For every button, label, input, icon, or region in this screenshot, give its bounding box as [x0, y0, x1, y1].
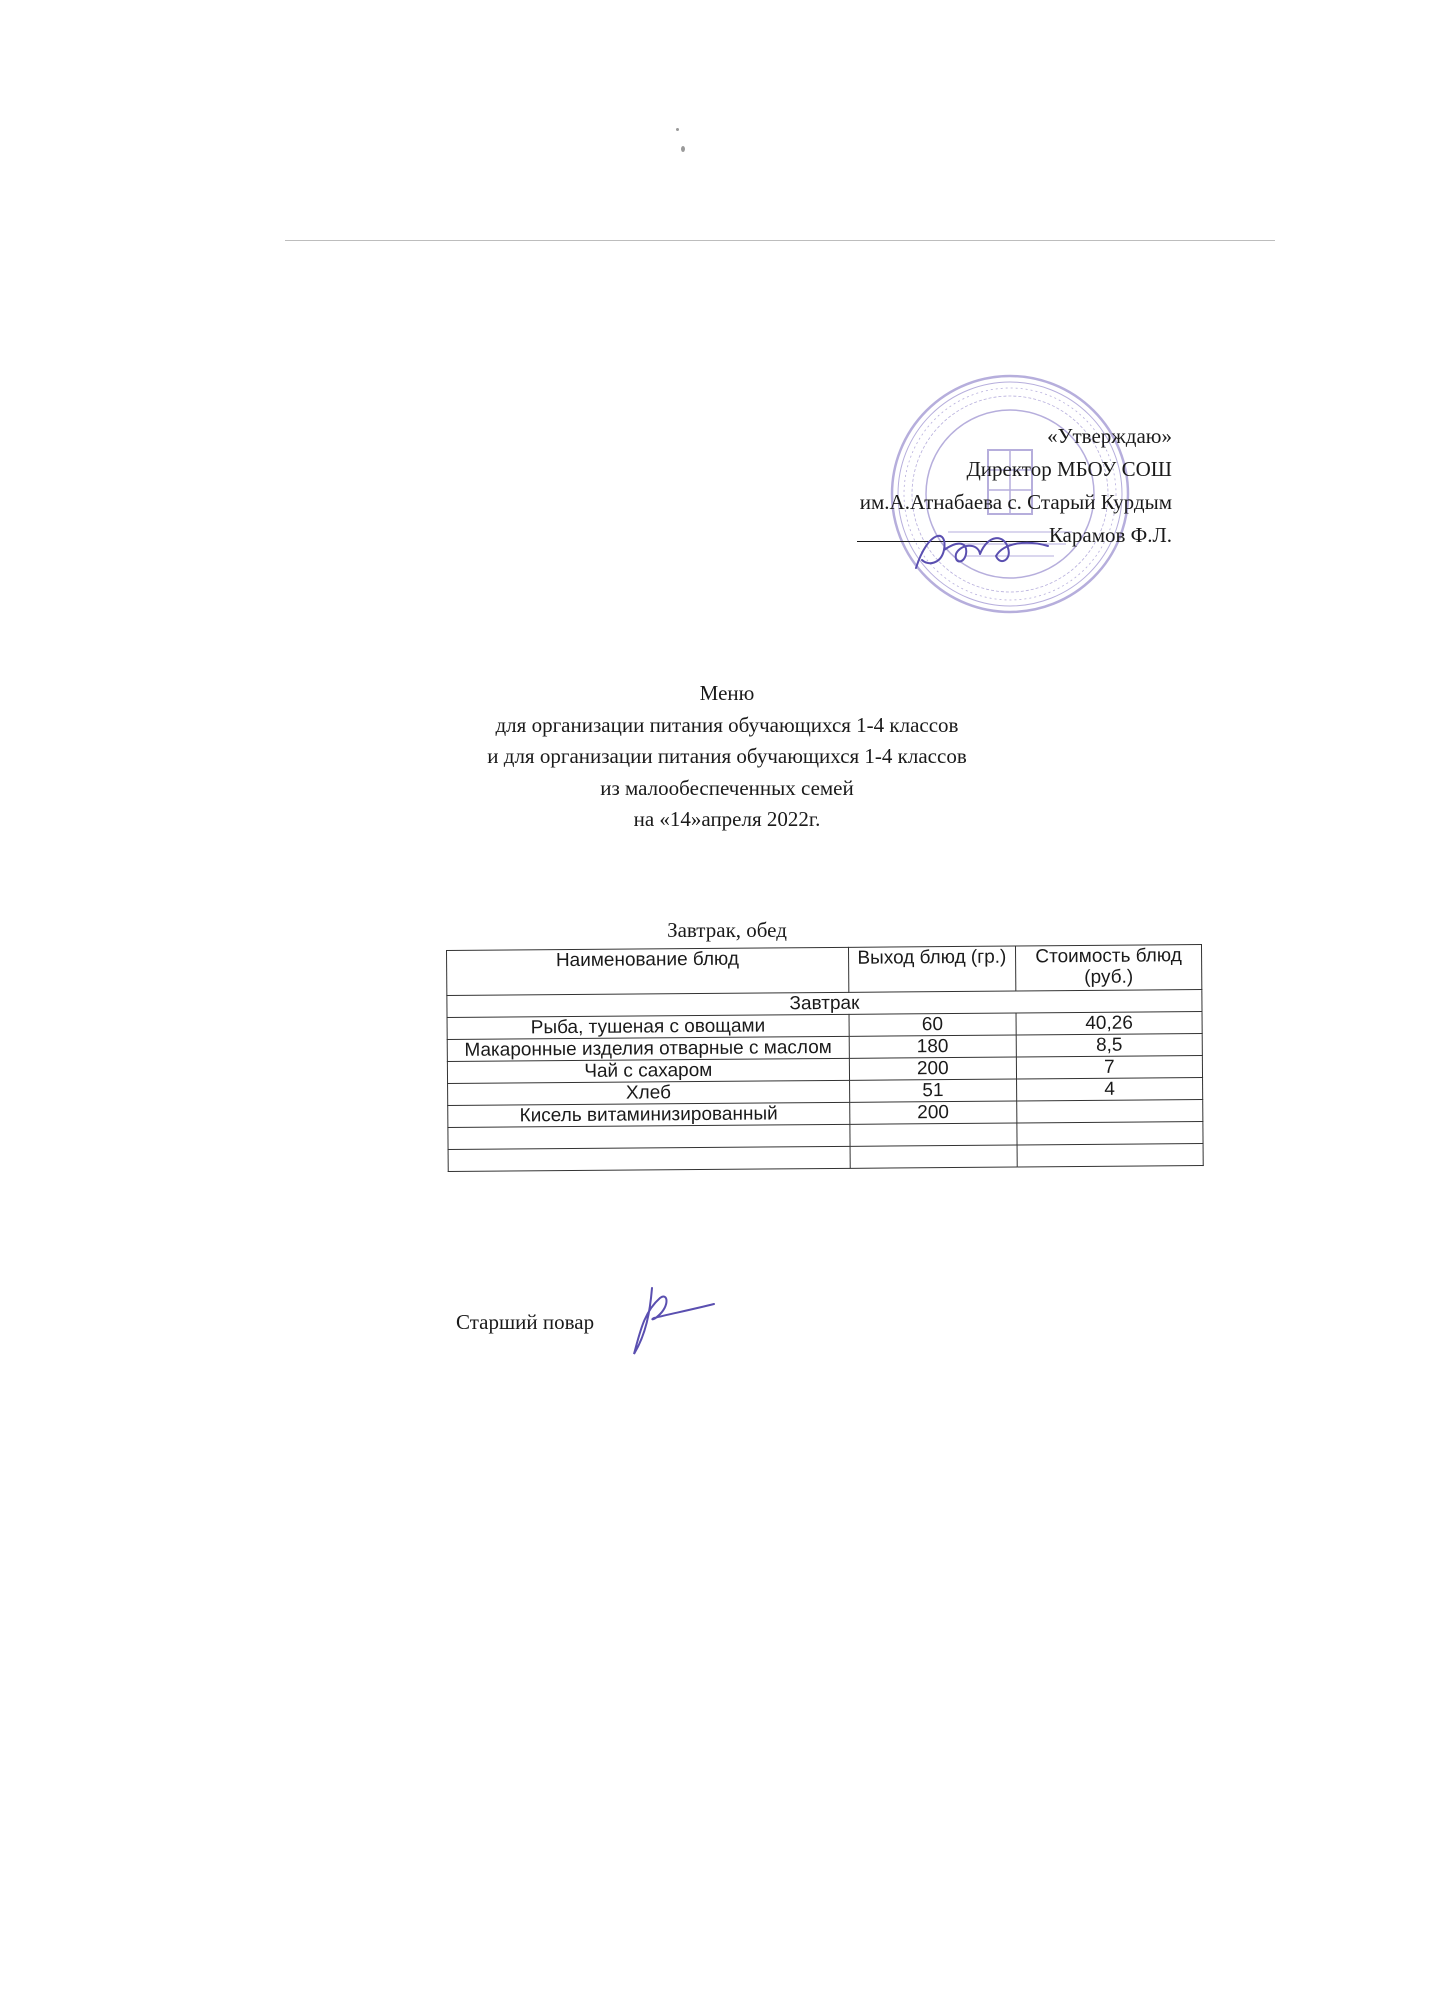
table-header-row: [447, 945, 1202, 996]
empty-cell: [1017, 1144, 1203, 1167]
director-name: Карамов Ф.Л.: [1048, 523, 1172, 547]
dish-name: Рыба, тушеная с овощами: [447, 1014, 849, 1039]
dish-yield: 180: [849, 1035, 1016, 1058]
section-breakfast: Завтрак: [447, 990, 1202, 1018]
empty-cell: [850, 1123, 1017, 1146]
dish-yield: 60: [849, 1013, 1016, 1036]
scan-border-line: [285, 240, 1275, 241]
approval-school: им.А.Атнабаева с. Старый Курдым: [859, 490, 1172, 514]
header-cost: Стоимость блюд (руб.): [1015, 945, 1201, 991]
dish-cost: 7: [1016, 1056, 1202, 1079]
dish-cost: 4: [1016, 1078, 1202, 1101]
document-title: [0, 678, 1454, 836]
dish-name: Макаронные изделия отварные с маслом: [447, 1036, 849, 1061]
empty-cell: [448, 1146, 850, 1171]
title-line-purpose-2: и для организации питания обучающихся 1-4 классов: [487, 744, 967, 768]
scan-speck: [676, 128, 679, 131]
dish-cost: 40,26: [1016, 1012, 1202, 1035]
dish-yield: 200: [849, 1057, 1016, 1080]
empty-cell: [850, 1145, 1017, 1168]
table-empty-row: [448, 1144, 1203, 1172]
dish-cost: 8,5: [1016, 1034, 1202, 1057]
title-line-date: на «14»апреля 2022г.: [633, 807, 821, 831]
dish-yield: 51: [849, 1079, 1016, 1102]
approval-position: Директор МБОУ СОШ: [966, 457, 1172, 481]
dish-name: Хлеб: [448, 1080, 850, 1105]
meal-heading: Завтрак, обед: [667, 918, 787, 942]
title-line-menu: Меню: [699, 681, 755, 705]
director-signature: [908, 520, 1068, 580]
cook-label: Старший повар: [456, 1310, 595, 1334]
dish-yield: 200: [849, 1101, 1016, 1124]
scan-speck: [681, 146, 685, 152]
title-line-purpose: для организации питания обучающихся 1-4 классов: [495, 712, 959, 737]
approval-heading: «Утверждаю»: [1047, 424, 1172, 448]
menu-table: [446, 944, 1204, 1172]
cook-signature: [610, 1282, 720, 1362]
dish-name: Кисель витаминизированный: [448, 1102, 850, 1127]
header-yield: Выход блюд (гр.): [848, 946, 1016, 992]
title-line-families: из малообеспеченных семей: [600, 775, 854, 800]
dish-name: Чай с сахаром: [447, 1058, 849, 1083]
dish-cost: [1017, 1100, 1203, 1123]
header-dish-name: Наименование блюд: [447, 947, 849, 995]
empty-cell: [1017, 1122, 1203, 1145]
empty-cell: [448, 1124, 850, 1149]
